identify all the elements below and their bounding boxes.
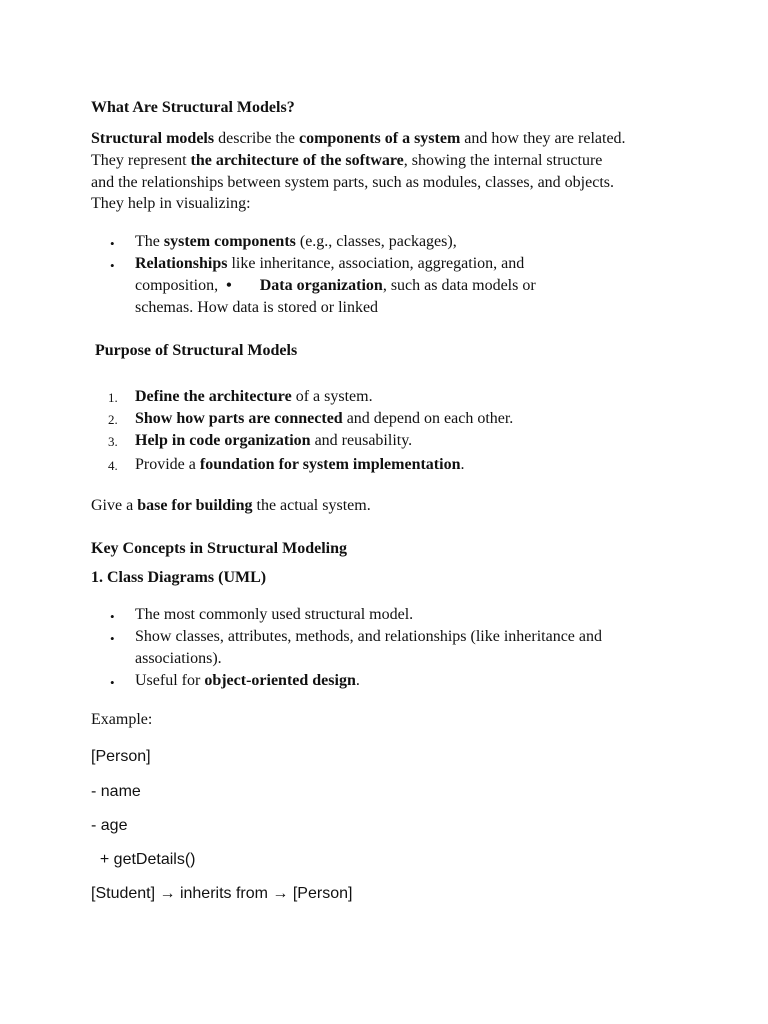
example-line-name: - name [91,783,141,800]
text: like inheritance, association, aggregation, and [227,255,525,272]
paragraph-give-base [91,495,691,517]
paragraph-intro-line-4: They help in visualizing: [91,195,251,212]
text: and reusability. [310,432,413,449]
text: the actual system. [252,497,371,514]
bullet-glyph: • [110,675,115,690]
bold-text: base for building [137,497,253,514]
bullet-glyph: • [110,258,115,273]
example-line-getdetails: + getDetails() [91,851,196,868]
list-item-relationships-line-2 [135,275,695,297]
inline-bullet-glyph: • [226,277,232,294]
text: (e.g., classes, packages), [295,233,457,250]
text: and how they are related. [460,130,626,147]
list-number: 1. [108,390,118,405]
list-item-show-parts [135,408,695,430]
paragraph-intro-line-1 [91,128,691,150]
bullet-glyph: • [110,236,115,251]
list-item-show-classes: Show classes, attributes, methods, and relationships (like inheritance and [135,628,602,645]
text: Give a [91,497,138,514]
list-item-relationships-line-3: schemas. How data is stored or linked [135,299,379,316]
bold-text: system components [163,233,296,250]
list-item-code-organization [135,430,695,452]
text: and depend on each other. [342,410,514,427]
example-line-student-inherits: [Student] → inherits from → [Person] [91,885,353,902]
list-item-system-components [135,231,695,253]
bold-text: object-oriented design [204,672,356,689]
bold-text: foundation for system implementation [199,456,461,473]
list-number: 3. [108,434,118,449]
text: , such as data models or [382,277,536,294]
bold-text: Define the architecture [135,388,292,405]
bold-components: components of a system [298,130,461,147]
bullet-glyph: • [110,631,115,646]
bold-text: Relationships [135,255,228,272]
example-label: Example: [91,711,153,728]
example-line-person: [Person] [91,748,151,765]
paragraph-intro-line-2 [91,150,691,172]
bold-structural-models: Structural models [91,130,215,147]
list-item-relationships [135,253,695,275]
paragraph-intro-line-3: and the relationships between system parts, such as modules, classes, and objects. [91,174,614,191]
bold-architecture: the architecture of the software [190,152,404,169]
example-line-age: - age [91,817,128,834]
list-item-useful-for [135,670,695,692]
heading-what-are-structural-models: What Are Structural Models? [91,99,295,116]
bullet-glyph: • [110,609,115,624]
list-number: 2. [108,412,118,427]
text: Provide a [135,456,200,473]
text: . [460,456,465,473]
text: Useful for [135,672,205,689]
text: . [355,672,360,689]
text: They represent [91,152,191,169]
bold-text: Show how parts are connected [135,410,343,427]
list-item-define-architecture [135,386,695,408]
heading-purpose-of-structural-models: Purpose of Structural Models [95,342,298,359]
bold-text: Data organization [259,277,383,294]
list-item-foundation [135,454,695,476]
heading-key-concepts: Key Concepts in Structural Modeling [91,540,347,557]
text: composition, [135,277,223,294]
list-item-most-common: The most commonly used structural model. [135,606,414,623]
text: of a system. [291,388,373,405]
text: describe the [214,130,299,147]
text: The [135,233,164,250]
subheading-class-diagrams: 1. Class Diagrams (UML) [91,569,267,586]
list-number: 4. [108,458,118,473]
list-item-show-classes-line-2: associations). [135,650,222,667]
text: , showing the internal structure [403,152,603,169]
bold-text: Help in code organization [135,432,311,449]
